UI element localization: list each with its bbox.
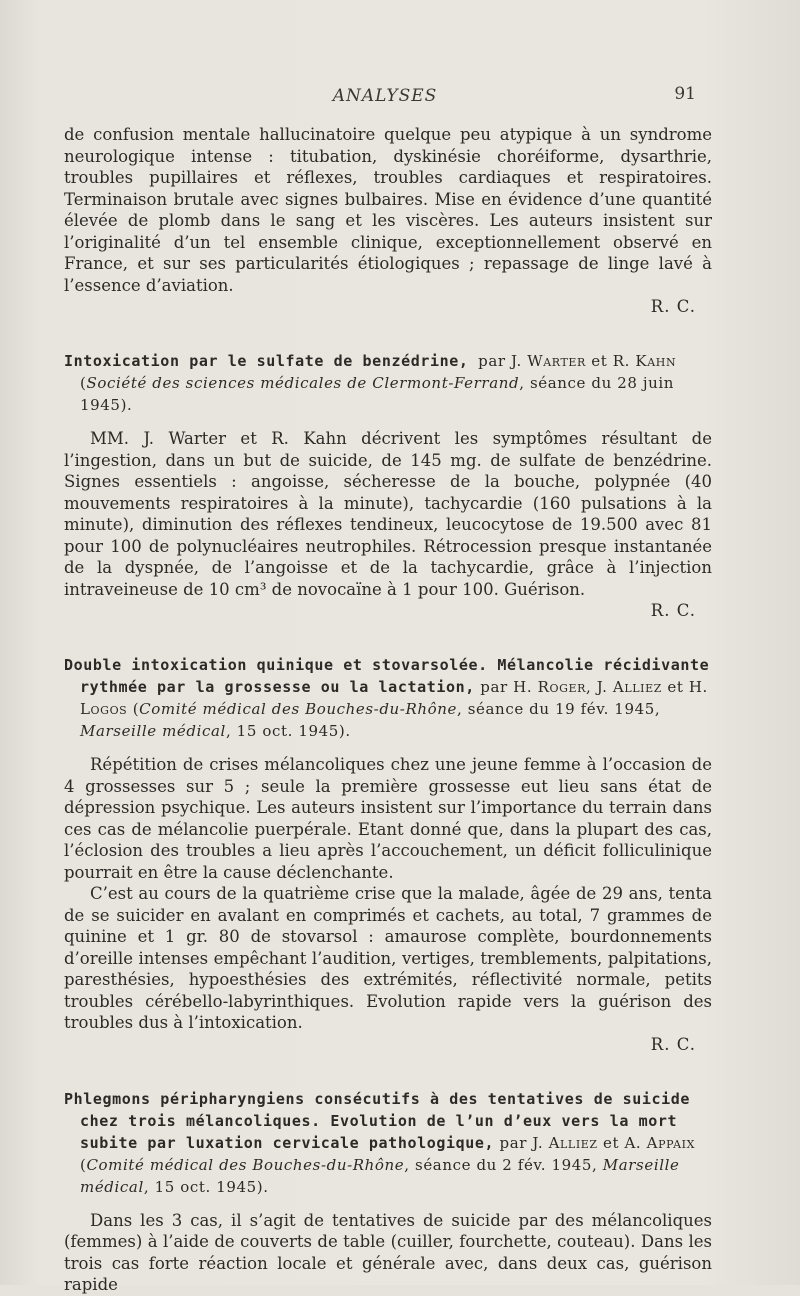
source: Comité médical des Bouches-du-Rhône	[139, 700, 457, 718]
article-signature: R. C.	[650, 1034, 696, 1054]
title-text: Intoxication par le sulfate de benzédrine,	[64, 352, 469, 370]
source-date: , séance du 19 fév. 1945,	[457, 700, 661, 718]
title-text: chez trois mélancoliques. Evolution de l’un d’eux vers la mort	[80, 1111, 678, 1130]
article-paragraph: C’est au cours de la quatrième crise que la malade, âgée de 29 ans, tenta de se suicider en avalant en comprimés et cachets, au total, 7 grammes de quinine et 1 gr. 80 de stovarsol : amaurose complète, bourdonnements d’oreille intenses empêchant l’audition, vertiges, tremblements, palpitations, paresthésies, hypoesthésies des extrémités, réflectivité normale, petits troubles cérébello-labyrinthiques. Evolution rapide vers la guérison des troubles dus à l’intoxication.	[64, 884, 712, 1032]
source-journal: Marseille médical	[80, 722, 226, 740]
paren: (	[80, 1155, 87, 1174]
author-name: Warter	[527, 352, 586, 370]
article-benzedrine	[64, 350, 712, 622]
title-text: rythmée par la grossesse ou la lactation,	[80, 678, 475, 696]
article-title	[64, 654, 712, 742]
author-name: Logos	[80, 700, 128, 718]
author-sep: et R.	[591, 352, 631, 370]
article-phlegmons	[64, 1088, 712, 1296]
article-quinine-stovarsol	[64, 654, 712, 1056]
article-signature: R. C.	[650, 601, 696, 620]
author-name: Kahn	[635, 352, 677, 370]
intro-signature: R. C.	[650, 297, 696, 316]
source-date: , séance du 28 juin 1945).	[80, 374, 675, 414]
author-name: Alliez	[612, 678, 662, 696]
article-title	[64, 1088, 712, 1198]
author-prefix: par J.	[499, 1133, 544, 1152]
paren: (	[80, 374, 87, 392]
source: Société des sciences médicales de Clermont-Ferrand	[86, 374, 520, 392]
author-prefix: par J.	[478, 352, 522, 370]
author-name: Alliez	[548, 1133, 598, 1152]
source: Comité médical des Bouches-du-Rhône	[86, 1155, 405, 1174]
title-text: Double intoxication quinique et stovarsolée. Mélancolie récidivante	[64, 656, 710, 674]
page-header	[0, 84, 800, 114]
source-date: , 15 oct. 1945).	[225, 722, 351, 740]
title-text: Phlegmons péripharyngiens consécutifs à des tentatives de suicide	[64, 1089, 690, 1108]
author-prefix: par H.	[480, 678, 533, 696]
author-sep: , J.	[585, 678, 608, 696]
source-date: , 15 oct. 1945).	[143, 1177, 269, 1196]
page-number: 91	[674, 84, 696, 104]
author-sep: et A.	[603, 1133, 642, 1152]
article-paragraph: MM. J. Warter et R. Kahn décrivent les symptômes résultant de l’ingestion, dans un but de suicide, de 145 mg. de sulfate de benzédrine. Signes essentiels : angoisse, sécheresse de la bouche, polypnée (40 mouvements respiratoires à la minute), tachycardie (160 pulsations à la minute), diminution des réflexes tendineux, leucocytose de 19.500 avec 81 pour 100 de polynucléaires neutrophiles. Rétrocession presque instantanée de la dyspnée, de l’angoisse et de la tachycardie, grâce à l’injection intraveineuse de 10 cm³ de novocaïne à 1 pour 100. Guérison.	[64, 429, 712, 599]
page-body	[64, 124, 712, 1296]
author-name: Appaix	[646, 1133, 696, 1152]
source-journal: Marseille médical	[80, 1155, 680, 1196]
running-title: ANALYSES	[332, 86, 438, 106]
article-title	[64, 350, 712, 416]
article-paragraph: Répétition de crises mélancoliques chez une jeune femme à l’occasion de 4 grossesses sur 5 ; seule la première grossesse eut lieu sans état de dépression psychique. Les auteurs insistent sur l’importance du terrain dans ces cas de mélancolie puerpérale. Etant donné que, dans la plupart des cas, l’éclosion des troubles a lieu après l’accouchement, un déficit folliculinique pourrait en être la cause déclenchante.	[64, 755, 712, 882]
title-text: subite par luxation cervicale pathologique,	[80, 1133, 495, 1152]
author-sep: et H.	[667, 678, 708, 696]
source-date: , séance du 2 fév. 1945,	[404, 1155, 598, 1174]
article-paragraph: Dans les 3 cas, il s’agit de tentatives de suicide par des mélancoliques (femmes) à l’aide de couverts de table (cuiller, fourchette, couteau). Dans les trois cas forte réaction locale et générale avec, dans deux cas, guérison rapide	[64, 1210, 712, 1294]
intro-paragraph: de confusion mentale hallucinatoire quelque peu atypique à un syndrome neurologique intense : titubation, dyskinésie choréiforme, dysarthrie, troubles pupillaires et réflexes, troubles cardiaques et respiratoires. Terminaison brutale avec signes bulbaires. Mise en évidence d’une quantité élevée de plomb dans le sang et les viscères. Les auteurs insistent sur l’originalité d’un tel ensemble clinique, exceptionnellement observé en France, et sur ses particularités étiologiques ; repassage de linge lavé à l’essence d’aviation.	[64, 125, 712, 295]
author-name: Roger	[537, 678, 586, 696]
paren: (	[132, 700, 140, 718]
